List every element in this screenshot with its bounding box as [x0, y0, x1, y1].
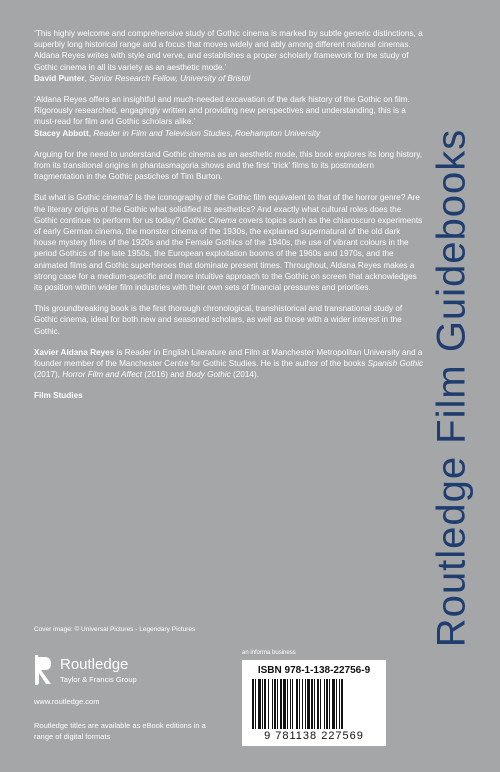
publisher-name: Routledge [60, 656, 129, 673]
routledge-logo-icon [34, 654, 54, 686]
informa-tagline: an informa business [242, 650, 296, 656]
bio-book-2: Horror Film and Affect [62, 370, 142, 380]
bio-text-2: (2017), [34, 370, 63, 380]
description-paragraph-3: This groundbreaking book is the first thorough chronological, transhistorical and transnational study of Gothic cinema, ideal for both new and seasoned scholars, as well as those with a wider interest in the Gothic. [34, 304, 403, 336]
bio-text-3: (2016) and [142, 370, 187, 380]
review-2 [34, 94, 424, 139]
publisher-website: www.routledge.com [34, 697, 100, 706]
para2-start: But what is Gothic cinema? Is the iconography of the Gothic film equivalent to that of the horror genre? Are the literary origins of the Gothic what solidified its aesthetics? And exactly what cultural roles does the Gothic continue to perform for us today? [34, 193, 420, 225]
bio-book-3: Body Gothic [186, 370, 231, 380]
review-2-attribution: Stacey Abbott, Reader in Film and Television Studies, Roehampton University [34, 128, 321, 138]
author-name: Xavier Aldana Reyes [34, 347, 115, 357]
cover-credit: Cover image: © Universal Pictures - Legendary Pictures [34, 626, 196, 633]
review-2-name: Stacey Abbott [34, 128, 89, 138]
description-paragraph-1: Arguing for the need to understand Gothic cinema as an aesthetic mode, this book explores its long history, from its transitional origins in phantasmagoria shows and the first ‘trick’ films to its postmodern fragmentation in the Gothic pastiches of Tim Burton. [34, 149, 423, 182]
isbn-barcode [242, 660, 386, 746]
author-bio [34, 347, 424, 381]
review-2-role: Reader in Film and Television Studies, Roehampton University [93, 128, 321, 138]
series-title: Routledge Film Guidebooks [429, 128, 474, 648]
review-1 [34, 28, 424, 84]
bio-text-1: is Reader in English Literature and Film at Manchester Metropolitan University and a founder member of the Manchester Centre for Gothic Studies. He is the author of the books [34, 347, 423, 369]
subject-category [34, 390, 424, 401]
ebook-note: Routledge titles are available as eBook editions in a range of digital formats [34, 721, 206, 741]
barcode-icon [252, 679, 376, 729]
publisher-subtitle: Taylor & Francis Group [60, 675, 137, 684]
book-title: Gothic Cinema [182, 215, 237, 225]
bio-text-4: (2014). [230, 370, 259, 380]
bio-book-1: Spanish Gothic [367, 359, 424, 369]
subject-label: Film Studies [34, 391, 83, 401]
series-spine [422, 18, 482, 758]
review-1-attribution: David Punter, Senior Research Fellow, University of Bristol [34, 73, 251, 83]
review-1-quote: ‘This highly welcome and comprehensive study of Gothic cinema is marked by subtle generic distinctions, a superbly long historical range and a focus that moves widely and ably among different national cinemas. Aldana Reyes writes with style and verve, and establishes a proper scholarly framework for the study of Gothic cinema in all its variety as an aesthetic mode.’ [34, 29, 423, 72]
para2-end: covers topics such as the chiaroscuro experiments of early German cinema, the monster cinema of the 1930s, the explained supernatural of the old dark house mystery films of the 1920s and the Female Gothics of the 1940s, the use of vibrant colours in the period Gothics of the late 1950s, the European exploitation booms of the 1960s and 1970s, and the animated films and Gothic superheroes that dominate present times. Throughout, Aldana Reyes makes a strong case for a medium-specific and more intuitive approach to the Gothic on screen that acknowledges its position within wider film industries with their own sets of financial pressures and priorities. [34, 215, 423, 293]
description-paragraph-2 [34, 192, 424, 293]
back-cover-text [34, 28, 424, 412]
publisher-logo [34, 654, 194, 694]
isbn-number: ISBN 978-1-138-22756-9 [257, 665, 371, 676]
review-2-quote: ‘Aldana Reyes offers an insightful and much-needed excavation of the dark history of the Gothic on film. Rigorously researched, engagingly written and providing new perspectives and understanding, this is a must-read for film and Gothic scholars alike.’ [34, 95, 410, 127]
barcode-digits: 9 781138 227569 [264, 730, 364, 742]
review-1-name: David Punter [34, 73, 85, 83]
review-1-role: Senior Research Fellow, University of Bristol [89, 73, 251, 83]
